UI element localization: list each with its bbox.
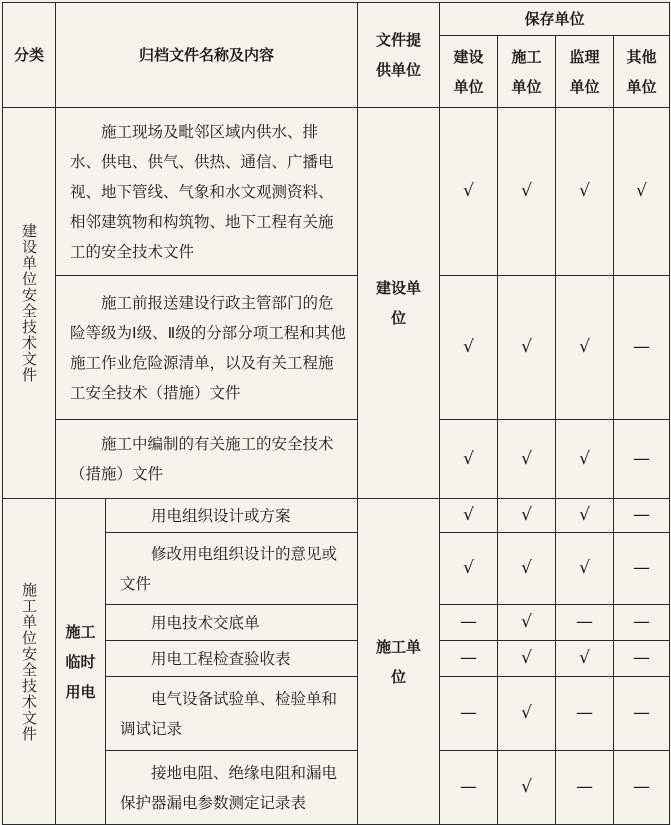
- cell-mark: —: [614, 420, 670, 499]
- header-unit-supervisor: 监理单位: [556, 36, 614, 108]
- section-provider: 建设单位: [358, 108, 440, 499]
- cell-mark: —: [614, 605, 670, 641]
- cell-mark: √: [556, 420, 614, 499]
- header-unit-contractor: 施工单位: [498, 36, 556, 108]
- cell-mark: √: [498, 108, 556, 276]
- cell-mark: —: [556, 677, 614, 751]
- cell-mark: —: [440, 605, 498, 641]
- cell-mark: √: [498, 499, 556, 533]
- cell-mark: √: [556, 108, 614, 276]
- header-unit-construction: 建设单位: [440, 36, 498, 108]
- row-name: 施工现场及毗邻区域内供水、排水、供电、供气、供热、通信、广播电视、地下管线、气象和水文观测资料、相邻建筑物和构筑物、地下工程有关施工的安全技术文件: [56, 108, 358, 276]
- cell-mark: √: [440, 420, 498, 499]
- section-category: 施工单位安全技术文件: [3, 499, 56, 825]
- section-category: 建设单位安全技术文件: [3, 108, 56, 499]
- cell-mark: —: [440, 677, 498, 751]
- row-name: 用电工程检查验收表: [106, 641, 358, 677]
- cell-mark: √: [440, 499, 498, 533]
- row-name: 电气设备试验单、检验单和调试记录: [106, 677, 358, 751]
- cell-mark: √: [556, 533, 614, 605]
- header-provider: 文件提供单位: [358, 3, 440, 108]
- cell-mark: √: [498, 533, 556, 605]
- cell-mark: √: [556, 276, 614, 420]
- cell-mark: √: [498, 420, 556, 499]
- cell-mark: —: [556, 605, 614, 641]
- cell-mark: √: [498, 677, 556, 751]
- section-subcategory: 施工临时用电: [56, 499, 106, 825]
- cell-mark: —: [440, 641, 498, 677]
- cell-mark: —: [614, 677, 670, 751]
- row-name: 用电组织设计或方案: [106, 499, 358, 533]
- section-provider: 施工单位: [358, 499, 440, 825]
- header-name: 归档文件名称及内容: [56, 3, 358, 108]
- row-name: 用电技术交底单: [106, 605, 358, 641]
- cell-mark: √: [498, 751, 556, 825]
- cell-mark: √: [498, 276, 556, 420]
- cell-mark: —: [614, 499, 670, 533]
- header-unit-other: 其他单位: [614, 36, 670, 108]
- cell-mark: √: [440, 276, 498, 420]
- row-name: 修改用电组织设计的意见或文件: [106, 533, 358, 605]
- cell-mark: —: [614, 276, 670, 420]
- cell-mark: √: [556, 641, 614, 677]
- cell-mark: √: [556, 499, 614, 533]
- cell-mark: —: [614, 751, 670, 825]
- cell-mark: √: [440, 533, 498, 605]
- cell-mark: √: [498, 605, 556, 641]
- archive-table: [2, 2, 670, 825]
- header-category: 分类: [3, 3, 56, 108]
- cell-mark: —: [556, 751, 614, 825]
- header-storage: 保存单位: [440, 3, 670, 36]
- cell-mark: —: [440, 751, 498, 825]
- row-name: 接地电阻、绝缘电阻和漏电保护器漏电参数测定记录表: [106, 751, 358, 825]
- cell-mark: √: [614, 108, 670, 276]
- cell-mark: √: [440, 108, 498, 276]
- row-name: 施工中编制的有关施工的安全技术（措施）文件: [56, 420, 358, 499]
- cell-mark: √: [498, 641, 556, 677]
- row-name: 施工前报送建设行政主管部门的危险等级为Ⅰ级、Ⅱ级的分部分项工程和其他施工作业危险源清单，以及有关工程施工安全技术（措施）文件: [56, 276, 358, 420]
- cell-mark: —: [614, 641, 670, 677]
- cell-mark: —: [614, 533, 670, 605]
